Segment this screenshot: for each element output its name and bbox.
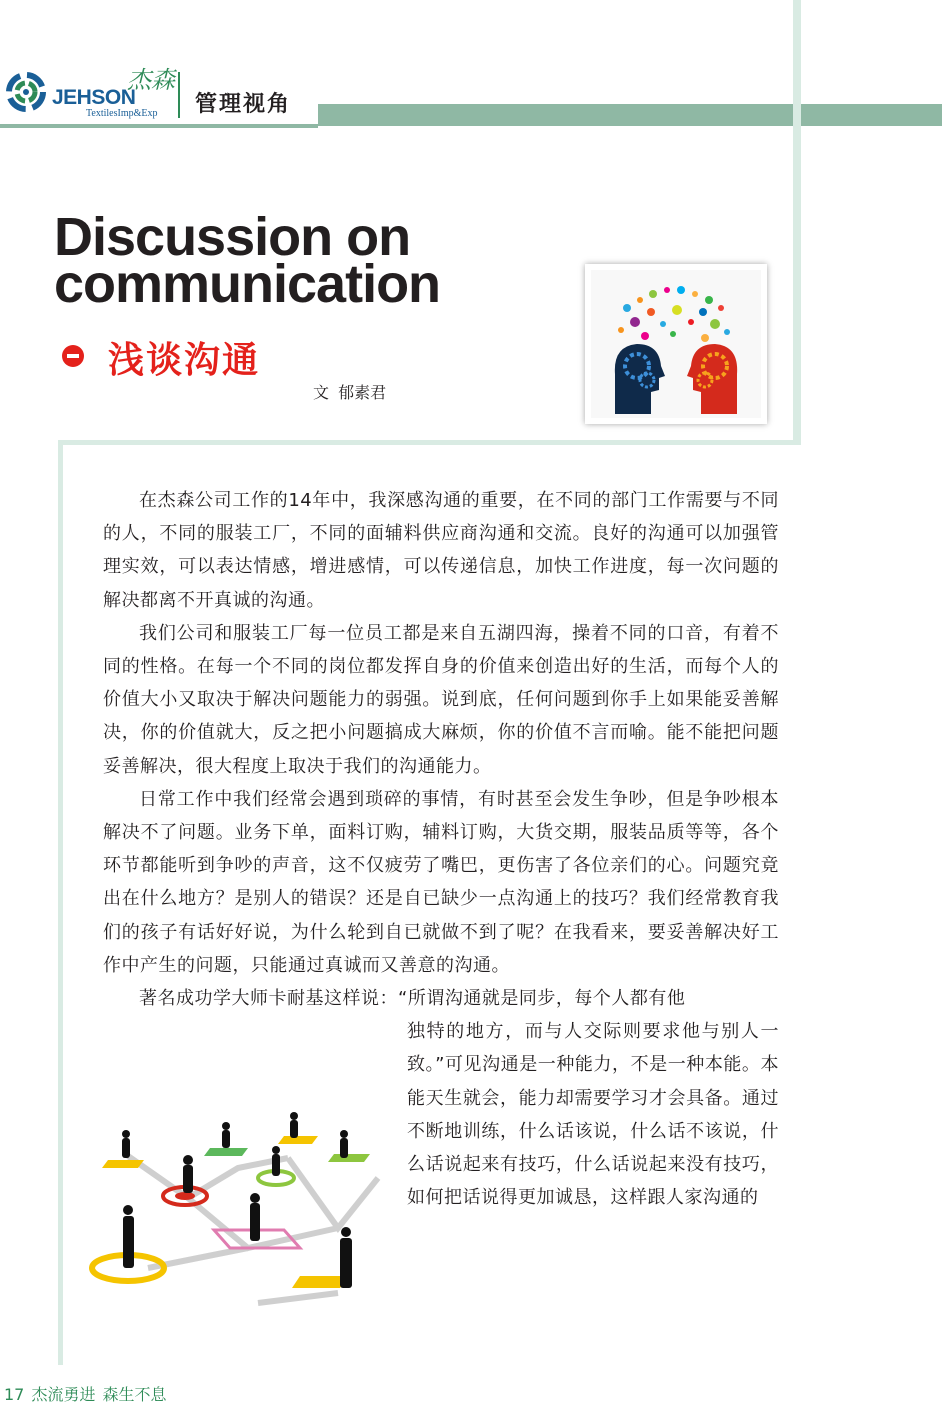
jehson-logo-icon — [6, 72, 46, 112]
brand-subtitle: TextilesImp&Exp — [86, 108, 158, 119]
article-paragraph: 在杰森公司工作的14年中，我深感沟通的重要，在不同的部门工作需要与不同的人，不同的服装工厂，不同的面辅料供应商沟通和交流。良好的沟通可以加强管理实效，可以表达情感，增进感情，可以传递信息，加快工作进度，每一次问题的解决都离不开真诚的沟通。 — [103, 490, 779, 611]
left-border-line — [58, 440, 63, 1365]
section-title: 管理视角 — [195, 92, 292, 117]
title-en-line-1: Discussion on — [54, 207, 411, 267]
brand-name: JEHSON — [52, 86, 136, 109]
content-top-line — [58, 440, 801, 445]
page-footer: 17 杰流勇进 森生不息 — [4, 1385, 167, 1404]
right-border-line — [793, 0, 801, 445]
arrow-right-icon — [62, 345, 84, 367]
header-separator — [178, 72, 180, 118]
people-network-image — [88, 1108, 394, 1308]
article-paragraph: 我们公司和服装工厂每一位员工都是来自五湖四海，操着不同的口音，有着不同的性格。在每一个不同的岗位都发挥自身的价值来创造出好的生活，而每个人的价值大小又取决于解决问题能力的弱强。说到底，任何问题到你手上如果能妥善解决，你的价值就大，反之把小问题搞成大麻烦，你的价值不言而喻。能不能把问题妥善解决，很大程度上取决于我们的沟通能力。 — [103, 622, 779, 777]
communication-heads-image — [585, 264, 767, 424]
byline: 文 郁素君 — [313, 383, 387, 402]
article-title-en — [54, 207, 441, 314]
article-paragraph: 著名成功学大师卡耐基这样说：“所谓沟通就是同步，每个人都有他 — [139, 988, 686, 1010]
article-title-cn: 浅谈沟通 — [108, 339, 261, 381]
header-underline — [0, 124, 318, 128]
title-en-line-2: communication — [54, 254, 441, 314]
article-wrapped-text: 独特的地方，而与人交际则要求他与别人一致。”可见沟通是一种能力，不是一种本能。本能天生就会，能力却需要学习才会具备。通过不断地训练，什么话该说，什么话不该说，什么话说起来有技巧，什么话说起来没有技巧，如何把话说得更加诚恳，这样跟人家沟通的 — [407, 1021, 779, 1209]
article-paragraph: 日常工作中我们经常会遇到琐碎的事情，有时甚至会发生争吵，但是争吵根本解决不了问题。业务下单，面料订购，辅料订购，大货交期，服装品质等等，各个环节都能听到争吵的声音，这不仅疲劳了嘴巴，更伤害了各位亲们的心。问题究竟出在什么地方？是别人的错误？还是自已缺少一点沟通上的技巧？我们经常教育我们的孩子有话好好说，为什么轮到自已就做不到了呢？在我看来，要妥善解决好工作中产生的问题，只能通过真诚而又善意的沟通。 — [103, 788, 779, 976]
article-body — [103, 484, 779, 1214]
brand-name-cn: 杰森 — [127, 66, 175, 94]
